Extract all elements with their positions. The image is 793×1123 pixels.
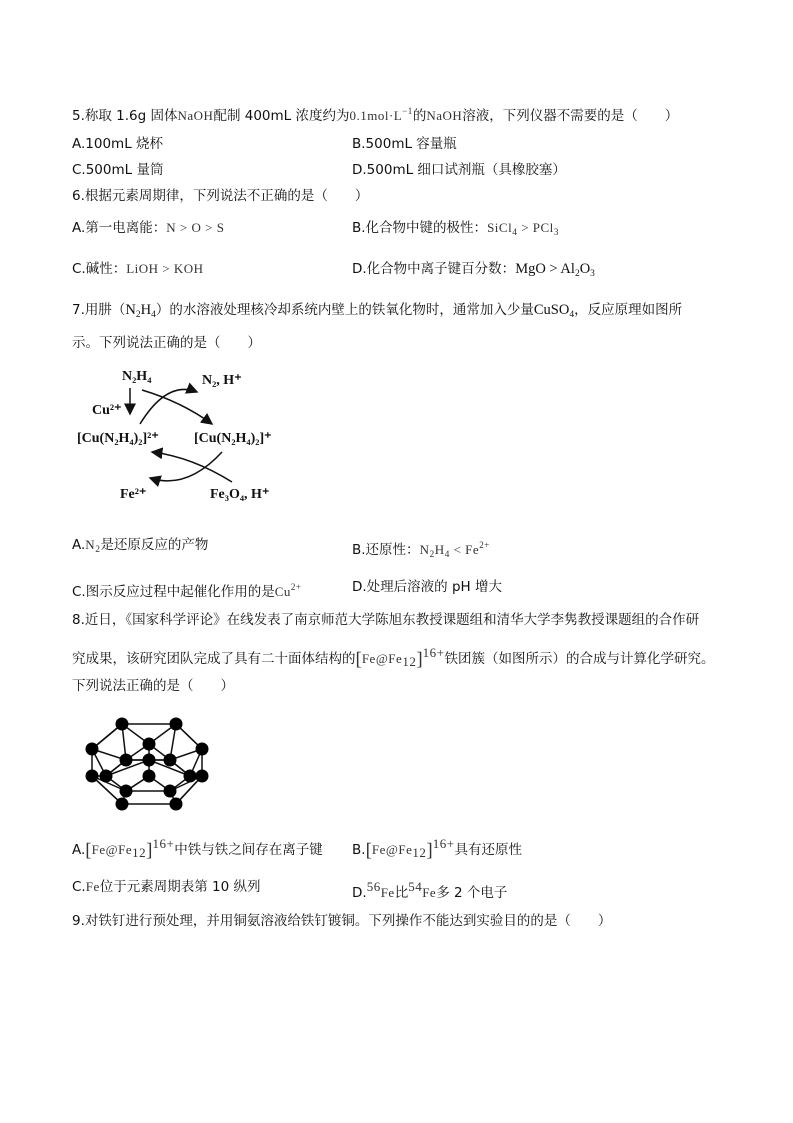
- fe-atom: [184, 770, 197, 783]
- icosahedron-cluster-figure: [78, 716, 218, 816]
- arrow-bottom-curve: [150, 452, 222, 481]
- fe-atom: [86, 743, 99, 756]
- q6-stem: 6.根据元素周期律，下列说法不正确的是（ ）: [72, 188, 369, 204]
- label-complex-2: [Cu(N₂H₄)₂]⁺: [194, 431, 272, 446]
- fe-atom: [143, 770, 156, 783]
- q9-stem: 9.对铁钉进行预处理，并用铜氨溶液给铁钉镀铜。下列操作不能达到实验目的的是（ ）: [72, 913, 612, 929]
- q6-option-c: C.碱性：LiOH > KOH: [72, 261, 204, 277]
- q8-stem-line1: 8.近日，《国家科学评论》在线发表了南京师范大学陈旭东教授课题组和清华大学李隽教授课题组的合作研: [72, 612, 700, 628]
- q8-option-a: $A.[Fe@Fe_{12}]^{16+}$中铁与铁之间存在离子键: [72, 836, 323, 861]
- fe-atom-center: [143, 754, 156, 767]
- fe-atom: [120, 754, 133, 767]
- fe-atom: [86, 770, 99, 783]
- label-fe2: Fe²⁺: [120, 487, 147, 502]
- fe-atom: [143, 738, 156, 751]
- fe-atom: [100, 770, 113, 783]
- q5-option-a: A.100mL 烧杯: [72, 136, 164, 152]
- q7-option-a: $A.N_2$是还原反应的产物: [72, 537, 209, 555]
- arrow-top-curve: [140, 389, 197, 424]
- arrow-bottom-curve-2: [152, 452, 232, 482]
- q5-option-c: C.500mL 量筒: [72, 162, 164, 178]
- q7-option-d: D.处理后溶液的 pH 增大: [352, 579, 502, 595]
- label-n2-h: N₂, H⁺: [202, 373, 242, 388]
- q8-option-d: D.$^{56}$Fe比$^{54}$Fe多 2 个电子: [352, 879, 508, 901]
- q7-stem-line2: 示。下列说法正确的是（ ）: [72, 335, 261, 351]
- fe-atom: [196, 743, 209, 756]
- q5-option-d: D.500mL 细口试剂瓶（具橡胶塞）: [352, 162, 566, 178]
- fe-atom: [116, 798, 129, 811]
- label-complex-1: [Cu(N₂H₄)₂]²⁺: [77, 431, 159, 446]
- fe-atom: [196, 770, 209, 783]
- q6-option-d: D.化合物中离子键百分数：MgO > $Al_2O_3$: [352, 261, 595, 279]
- q7-option-c: C.图示反应过程中起催化作用的是$Cu^{2+}$: [72, 582, 302, 600]
- q5-option-b: B.500mL 容量瓶: [352, 136, 457, 152]
- fe-atom: [170, 798, 183, 811]
- label-fe3o4: Fe₃O₄, H⁺: [210, 487, 270, 502]
- q7-stem-line1: 7.用肼$(N_2H_4)$的水溶液处理核冷却系统内壁上的铁氧化物时，通常加入少量CuSO$_4$，反应原理如图所: [72, 302, 683, 320]
- q5-concentration: $0.1mol\cdot L^{-1}$: [349, 106, 413, 123]
- q6-option-b: B.化合物中键的极性：SiCl$_4$ > PCl$_3$: [352, 220, 560, 238]
- q8-option-c: C.Fe位于元素周期表第 10 纵列: [72, 879, 261, 895]
- q5-stem: 5.称取 1.6g 固体NaOH配制 400mL 浓度约为$0.1mol\cdot L^{-1}$的NaOH溶液，下列仪器不需要的是（ ）: [72, 106, 679, 124]
- q6-option-a: A.第一电离能：N > O > S: [72, 220, 225, 236]
- cluster-formula: $[Fe@Fe_{12}]^{16+}$: [355, 645, 445, 670]
- fe-atom: [116, 718, 129, 731]
- fe-atom: [170, 718, 183, 731]
- fe-atom: [164, 785, 177, 798]
- fe-atom: [164, 754, 177, 767]
- q8-stem-line2: 究成果，该研究团队完成了具有二十面体结构的$[Fe@Fe_{12}]^{16+}$铁团簇（如图所示）的合成与计算化学研究。: [72, 645, 715, 670]
- q8-option-b: $B.[Fe@Fe_{12}]^{16+}$具有还原性: [352, 836, 523, 861]
- label-cu2: Cu²⁺: [92, 403, 122, 418]
- q8-stem-line3: 下列说法正确的是（ ）: [72, 678, 234, 694]
- label-n2h4: N₂H₄: [122, 369, 152, 384]
- cluster-atoms: [86, 718, 209, 811]
- q7-option-b: B.还原性：$N_2H_4 < Fe^{2+}$: [352, 540, 490, 560]
- fe-atom: [120, 785, 133, 798]
- reaction-cycle-diagram: [72, 362, 302, 512]
